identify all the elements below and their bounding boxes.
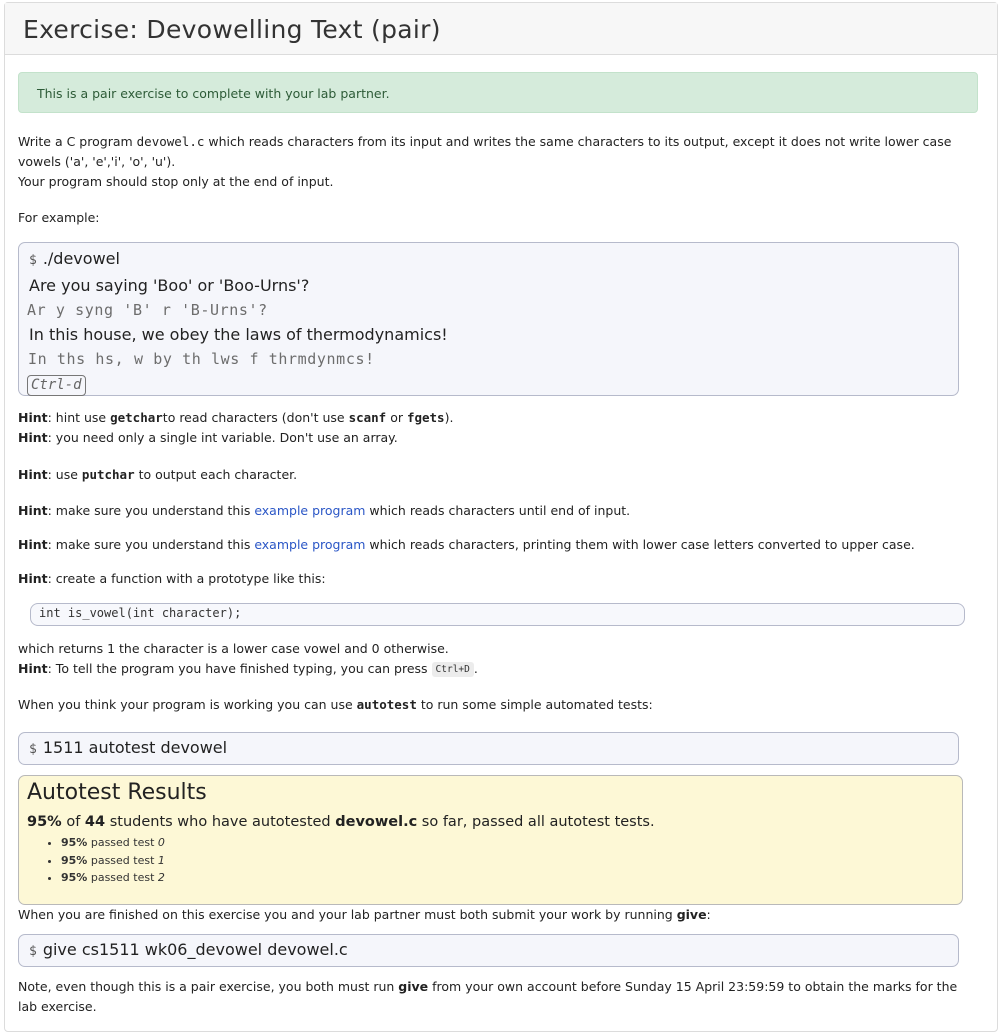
results-summary	[27, 812, 962, 832]
test-number: 1	[157, 853, 165, 867]
autotest-code: autotest	[356, 697, 417, 712]
student-count: 44	[84, 814, 106, 830]
page-title: Exercise: Devowelling Text (pair)	[23, 15, 441, 44]
prompt-symbol: $	[29, 253, 37, 268]
hint-text: to read characters (don't use	[162, 410, 349, 425]
hint-text: .	[473, 661, 478, 676]
hint-label: Hint	[18, 537, 48, 552]
hint-text: to output each character.	[134, 467, 298, 482]
hint-text: : create a function with a prototype like this:	[47, 571, 326, 586]
hint-ctrl-d	[18, 659, 978, 679]
hints-block-1	[18, 408, 978, 448]
vowel-return-note: which returns 1 the character is a lower case vowel and 0 otherwise.	[18, 641, 449, 656]
give-command-box	[18, 934, 959, 967]
getchar-code: getchar	[110, 410, 163, 425]
autotest-text: When you think your program is working you can use	[18, 697, 357, 712]
hint-text: : To tell the program you have finished typing, you can press	[47, 661, 432, 676]
autotest-command-line	[29, 736, 958, 763]
scanf-code: scanf	[348, 410, 387, 425]
command-text: 1511 autotest devowel	[42, 738, 228, 757]
intro-text-b: which reads characters from its input and writes the same characters to its output, except it does not write lower case vowels ('a', 'e','i', 'o', 'u').	[18, 134, 952, 169]
test-percentage: 95%	[61, 871, 88, 884]
autotest-command-box	[18, 732, 959, 765]
hint-example-2	[18, 535, 978, 555]
test-percentage: 95%	[61, 853, 88, 867]
hint-prototype	[18, 569, 978, 589]
hint-label: Hint	[18, 661, 48, 676]
hint-label: Hint	[18, 503, 48, 518]
give-text: When you are finished on this exercise you and your lab partner must both submit your work by running	[18, 907, 677, 922]
hint-text: or	[386, 410, 407, 425]
test-percentage: 95%	[61, 836, 88, 849]
test-result-item	[61, 852, 962, 870]
hint-label: Hint	[18, 571, 48, 586]
test-number: 2	[157, 871, 165, 884]
pass-percentage: 95%	[27, 814, 62, 830]
ctrl-d-keycap: Ctrl+D	[432, 662, 474, 677]
test-label: passed test	[90, 836, 155, 849]
test-results-list	[27, 834, 962, 887]
submission-note	[18, 977, 978, 1017]
note-text: Note, even though this is a pair exercise, you both must run	[18, 979, 399, 994]
hint-int-variable	[18, 428, 978, 448]
results-text: of	[61, 814, 85, 830]
give-command-line	[29, 938, 958, 965]
hint-text: : hint use	[47, 410, 111, 425]
hint-label: Hint	[18, 430, 48, 445]
give-intro	[18, 905, 978, 925]
hint-text: which reads characters, printing them with lower case letters converted to upper case.	[365, 537, 915, 552]
hint-text: : you need only a single int variable. Don't use an array.	[47, 430, 398, 445]
prompt-symbol: $	[29, 742, 37, 757]
command-text: give cs1511 wk06_devowel devowel.c	[42, 940, 348, 959]
autotest-text: to run some simple automated tests:	[416, 697, 653, 712]
test-label: passed test	[90, 853, 155, 867]
test-number: 0	[157, 836, 165, 849]
pair-exercise-alert: This is a pair exercise to complete with your lab partner.	[18, 72, 978, 113]
results-title: Autotest Results	[27, 780, 207, 805]
hints-block-2	[18, 639, 978, 679]
results-filename: devowel.c	[335, 814, 418, 830]
terminal-output-line: In ths hs, w by th lws f thrmdynmcs!	[28, 350, 375, 368]
example-program-link[interactable]: example program	[254, 537, 366, 552]
hint-text: : make sure you understand this	[47, 537, 255, 552]
test-result-item	[61, 869, 962, 887]
note-bold: give	[398, 979, 429, 994]
results-text: students who have autotested	[105, 814, 336, 830]
hint-putchar	[18, 465, 978, 485]
terminal-output-line: Ar y syng 'B' r 'B-Urns'?	[27, 301, 268, 319]
prompt-symbol: $	[29, 944, 37, 959]
give-bold: give	[676, 907, 707, 922]
intro-text-a: Write a C program	[18, 134, 137, 149]
intro-text	[18, 132, 978, 192]
hint-label: Hint	[18, 410, 48, 425]
hint-getchar	[18, 408, 978, 428]
hint-text: : use	[47, 467, 82, 482]
hint-label: Hint	[18, 467, 48, 482]
putchar-code: putchar	[81, 467, 135, 482]
terminal-command-line	[29, 247, 958, 274]
terminal-input-line: Are you saying 'Boo' or 'Boo-Urns'?	[29, 275, 310, 295]
intro-paragraph	[18, 132, 978, 172]
terminal-input-line: In this house, we obey the laws of thermodynamics!	[29, 324, 448, 344]
test-result-item	[61, 834, 962, 852]
give-text: :	[706, 907, 711, 922]
command-text: ./devowel	[42, 249, 120, 268]
results-text: so far, passed all autotest tests.	[417, 814, 655, 830]
hint-example-1	[18, 501, 978, 521]
prototype-code-box: int is_vowel(int character);	[30, 603, 965, 626]
ctrl-d-key: Ctrl-d	[27, 375, 86, 396]
example-program-link[interactable]: example program	[254, 503, 366, 518]
filename-code: devowel.c	[136, 134, 205, 149]
autotest-results	[18, 775, 963, 905]
autotest-intro	[18, 695, 978, 715]
for-example-label: For example:	[18, 210, 100, 225]
hint-text: ).	[444, 410, 454, 425]
example-terminal	[18, 242, 959, 396]
test-label: passed test	[90, 871, 155, 884]
fgets-code: fgets	[406, 410, 445, 425]
hint-text: which reads characters until end of input.	[365, 503, 631, 518]
stop-paragraph: Your program should stop only at the end of input.	[18, 174, 334, 189]
panel-header	[5, 3, 997, 55]
hint-text: : make sure you understand this	[47, 503, 255, 518]
note-text: from your own account before Sunday 15 April 23:59:59 to obtain the marks for the lab exercise.	[18, 979, 958, 1014]
